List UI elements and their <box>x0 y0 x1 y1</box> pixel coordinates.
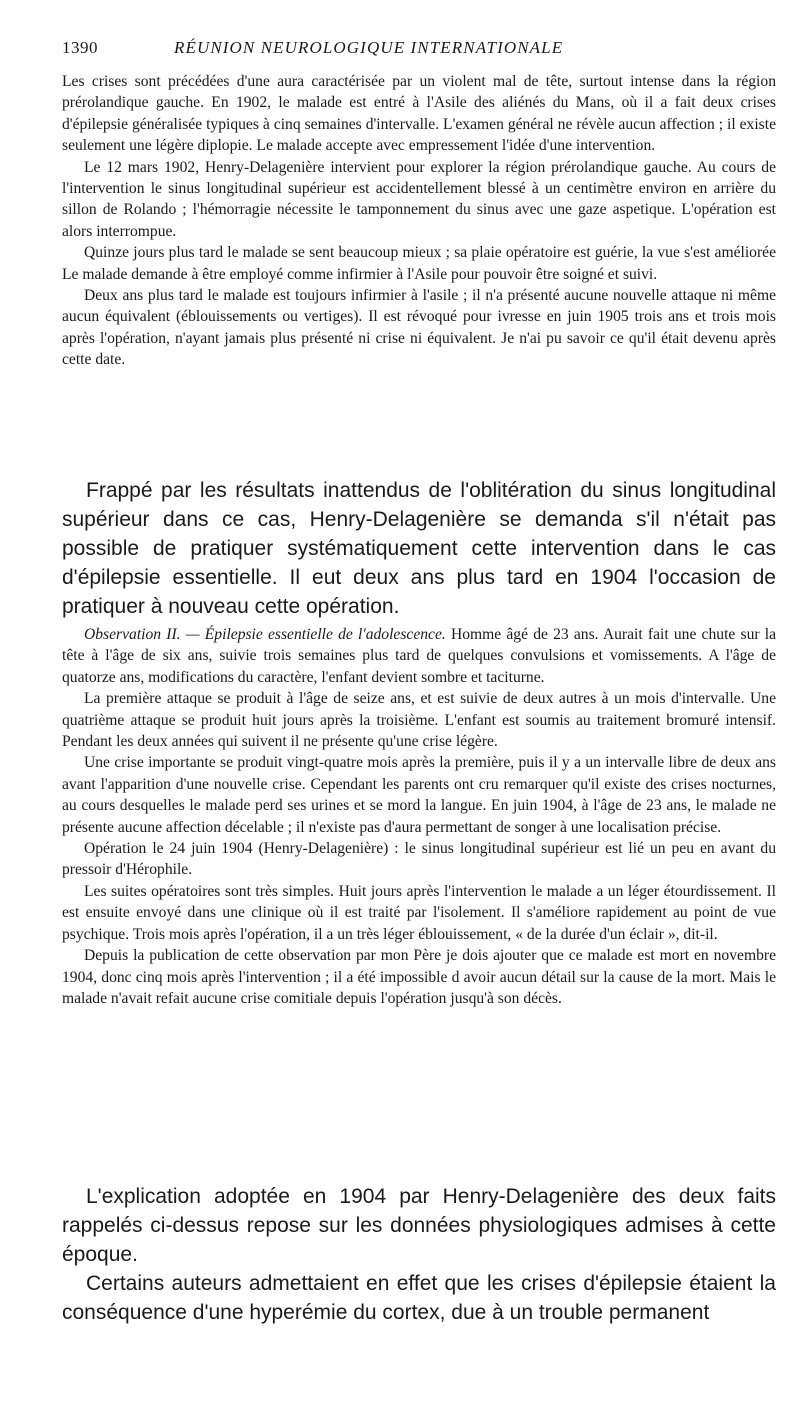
paragraph: Quinze jours plus tard le malade se sent beaucoup mieux ; sa plaie opératoire est guérie, la vue s'est améliorée Le malade demande à être employé comme infirmier à l'Asile pour pouvoir être soigné et suivi. <box>62 244 776 283</box>
page-number: 1390 <box>62 38 98 57</box>
paragraph: Les crises sont précédées d'une aura caractérisée par un violent mal de tête, surtout intense dans la région prérolandique gauche. En 1902, le malade est entré à l'Asile des aliénés du Mans, où il a fait deux crises d'épilepsie généralisée typiques à cinq semaines d'intervalle. L'examen général ne révèle aucun affection ; il existe seulement une légère diplopie. Le malade accepte avec empressement l'idée d'une intervention. <box>62 73 776 155</box>
page-header <box>62 38 740 62</box>
body-text-section <box>62 476 776 621</box>
paragraph: Deux ans plus tard le malade est toujours infirmier à l'asile ; il n'a présenté aucune nouvelle attaque ni même aucun équivalent (éblouissements ou vertiges). Il est révoqué pour ivresse en juin 1905 trois ans et trois mois après l'opération, n'ayant jamais plus présenté ni crise ni équivalent. Je n'ai pu savoir ce qu'il était devenu après cette date. <box>62 287 776 369</box>
paragraph: Les suites opératoires sont très simples. Huit jours après l'intervention le malade a un léger étourdissement. Il est ensuite envoyé dans une clinique où il est traité par l'isolement. Il s'améliore rapidement au point de vue psychique. Trois mois après l'opération, il a un très léger éblouissement, « de la durée d'un éclair », dit-il. <box>62 882 776 943</box>
running-title: RÉUNION NEUROLOGIQUE INTERNATIONALE <box>174 38 564 57</box>
paragraph: La première attaque se produit à l'âge de seize ans, et est suivie de deux autres à un mois d'intervalle. Une quatrième attaque se produit huit jours après la troisième. L'enfant est soumis au traitement bromuré intensif. Pendant les deux années qui suivent il ne présente qu'une crise légère. <box>62 690 776 751</box>
observation-intro <box>62 624 776 688</box>
observation-label: Observation II. — Épilepsie essentielle de l'adolescence. <box>84 626 446 643</box>
paragraph: Opération le 24 juin 1904 (Henry-Delagenière) : le sinus longitudinal supérieur est lié un peu en avant du pressoir d'Hérophile. <box>62 840 776 879</box>
paragraph: Depuis la publication de cette observation par mon Père je dois ajouter que ce malade est mort en novembre 1904, donc cinq mois après l'intervention ; il a été impossible d avoir aucun détail sur la cause de la mort. Mais le malade n'avait refait aucune crise comitiale depuis l'opération jusqu'à son décès. <box>62 947 776 1007</box>
case-report-observation-2 <box>62 624 776 1009</box>
body-text-section-2 <box>62 1182 776 1327</box>
paragraph: Certains auteurs admettaient en effet que les crises d'épilepsie étaient la conséquence d'une hyperémie du cortex, due à un trouble permanent <box>62 1272 776 1324</box>
case-report-observation-1 <box>62 71 776 371</box>
paragraph: Frappé par les résultats inattendus de l'oblitération du sinus longitudinal supérieur dans ce cas, Henry-Delagenière se demanda s'il n'était pas possible de pratiquer systématiquement cette intervention dans le cas d'épilepsie essentielle. Il eut deux ans plus tard en 1904 l'occasion de pratiquer à nouveau cette opération. <box>62 479 776 618</box>
paragraph: L'explication adoptée en 1904 par Henry-Delagenière des deux faits rappelés ci-dessus repose sur les données physiologiques admises à cette époque. <box>62 1185 776 1266</box>
paragraph: Une crise importante se produit vingt-quatre mois après la première, puis il y a un intervalle libre de deux ans avant l'apparition d'une nouvelle crise. Cependant les parents ont cru remarquer qu'il existe des crises nocturnes, au cours desquelles le malade perd ses urines et se mord la langue. En juin 1904, à l'âge de 23 ans, le malade ne présente aucune affection décelable ; il n'existe pas d'aura permettant de songer à une localisation précise. <box>62 754 776 836</box>
observation-text: Homme âgé de 23 ans. Aurait fait une chute sur la tête à l'âge de six ans, suivie trois semaines plus tard de quelques convulsions et vomissements. A l'âge de quatorze ans, modifications du caractère, l'enfant devient sombre et taciturne. <box>62 626 776 686</box>
paragraph: Le 12 mars 1902, Henry-Delagenière intervient pour explorer la région prérolandique gauche. Au cours de l'intervention le sinus longitudinal supérieur est accidentellement blessé à un centimètre environ en arrière du sillon de Rolando ; l'hémorragie nécessite le tamponnement du sinus avec une gaze aspetique. L'opération est alors interrompue. <box>62 158 776 240</box>
